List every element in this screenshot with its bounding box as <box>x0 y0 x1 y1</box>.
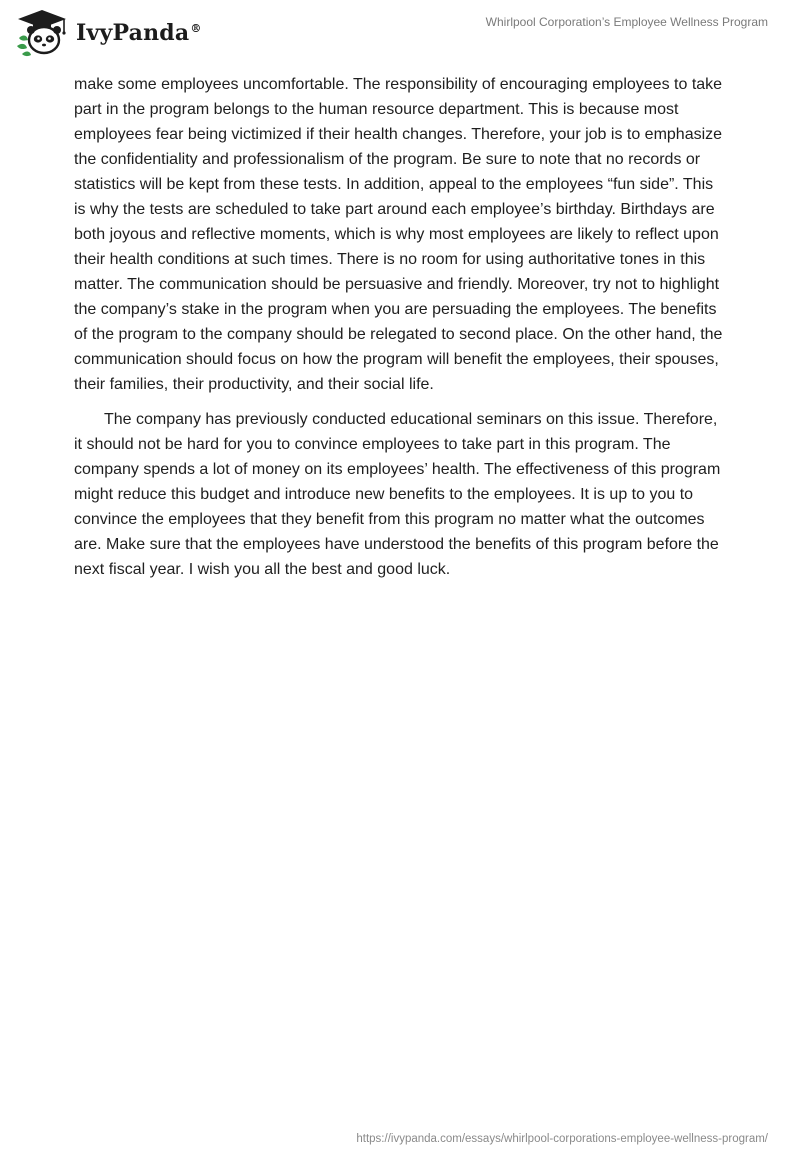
registered-mark: ® <box>190 21 202 35</box>
document-body <box>74 72 726 582</box>
page-header <box>0 0 800 70</box>
panda-graduate-icon <box>14 8 70 58</box>
source-url[interactable]: https://ivypanda.com/essays/whirlpool-corporations-employee-wellness-program/ <box>356 1133 768 1145</box>
body-paragraph-1: make some employees uncomfortable. The responsibility of encouraging employees to take part in the program belongs to the human resource department. This is because most employees fear being victimized if their health changes. Therefore, your job is to emphasize the confidentiality and professionalism of the program. Be sure to note that no records or statistics will be kept from these tests. In addition, appeal to the employees “fun side”. This is why the tests are scheduled to take part around each employee’s birthday. Birthdays are both joyous and reflective moments, which is why most employees are likely to reflect upon their health conditions at such times. There is no room for using authoritative tones in this matter. The communication should be persuasive and friendly. Moreover, try not to highlight the company’s stake in the program when you are persuading the employees. The benefits of the program to the company should be relegated to second place. On the other hand, the communication should focus on how the program will benefit the employees, their spouses, their families, their productivity, and their social life. <box>74 76 723 393</box>
brand-logo[interactable] <box>14 8 202 58</box>
brand-name-text: IvyPanda <box>76 20 190 46</box>
running-title: Whirlpool Corporation’s Employee Wellness Program <box>485 15 768 29</box>
brand-name <box>76 20 202 46</box>
body-paragraph-2: The company has previously conducted educational seminars on this issue. Therefore, it should not be hard for you to convince employees to take part in this program. The company spends a lot of money on its employees’ health. The effectiveness of this program might reduce this budget and introduce new benefits to the employees. It is up to you to convince the employees that they benefit from this program no matter what the outcomes are. Make sure that the employees have understood the benefits of this program before the next fiscal year. I wish you all the best and good luck. <box>74 411 721 578</box>
